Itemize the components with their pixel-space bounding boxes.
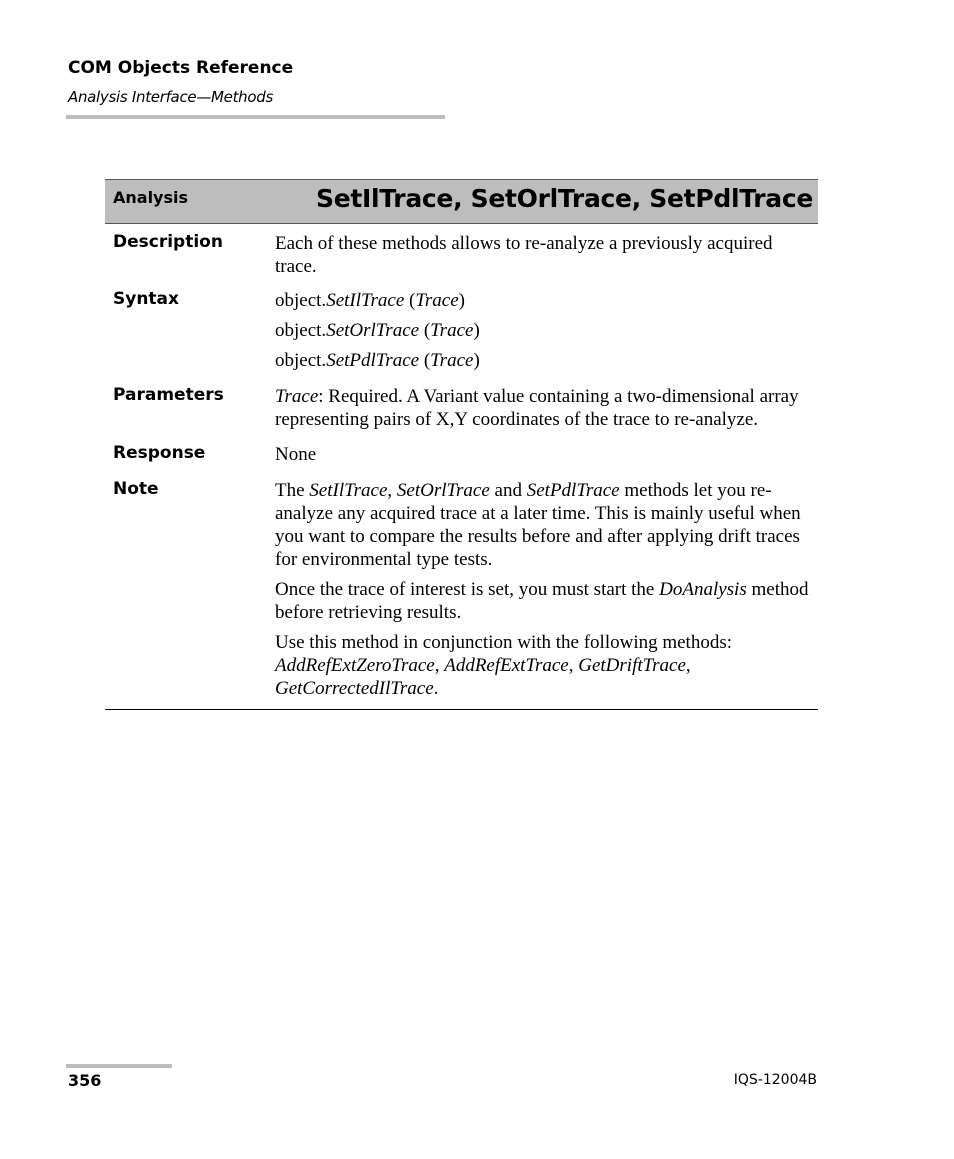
page-header-subtitle: Analysis Interface—Methods: [68, 88, 273, 106]
response-label: Response: [113, 443, 206, 463]
syntax-line: object.SetOrlTrace (Trace): [275, 320, 480, 341]
parameters-row: [105, 385, 818, 431]
parameters-text: Trace: Required. A Variant value containing a two-dimensional array representing pairs of X,Y coordinates of the trace to re-analyze.: [275, 386, 799, 430]
note-label: Note: [113, 479, 159, 499]
description-label: Description: [113, 232, 223, 252]
syntax-row: [105, 289, 818, 372]
note-paragraph: The SetIlTrace, SetOrlTrace and SetPdlTrace methods let you re-analyze any acquired trace at a later time. This is mainly useful when you want to compare the results before and after applying drift traces for environmental type tests.: [275, 480, 801, 570]
syntax-line: object.SetPdlTrace (Trace): [275, 350, 480, 371]
note-row: [105, 479, 818, 700]
response-row: [105, 443, 818, 466]
description-row: [105, 232, 818, 278]
method-title-bar: [105, 179, 818, 224]
syntax-line: object.SetIlTrace (Trace): [275, 290, 465, 311]
method-reference-table: [105, 179, 818, 710]
table-bottom-rule: [105, 709, 818, 710]
footer-divider: [66, 1064, 172, 1068]
interface-label: Analysis: [113, 188, 189, 207]
description-text: Each of these methods allows to re-analyze a previously acquired trace.: [275, 233, 773, 277]
page-header-title: COM Objects Reference: [68, 58, 294, 78]
note-paragraph: Once the trace of interest is set, you must start the DoAnalysis method before retrieving results.: [275, 579, 809, 623]
response-text: None: [275, 444, 317, 465]
parameters-label: Parameters: [113, 385, 224, 405]
page-number: 356: [68, 1071, 102, 1090]
header-divider: [66, 115, 445, 119]
note-paragraph: Use this method in conjunction with the following methods: AddRefExtZeroTrace, AddRefExtTrace, GetDriftTrace, GetCorrectedIlTrace.: [275, 632, 733, 699]
document-id: IQS-12004B: [733, 1072, 817, 1088]
syntax-label: Syntax: [113, 289, 179, 309]
method-title: SetIlTrace, SetOrlTrace, SetPdlTrace: [316, 184, 813, 213]
